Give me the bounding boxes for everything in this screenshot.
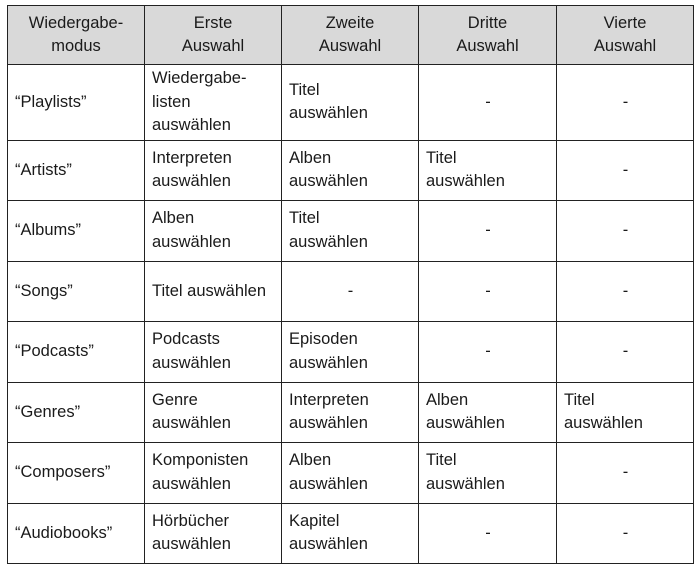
table-cell: Titel auswählen [419,140,557,201]
table-cell: “Playlists” [8,65,145,141]
table-row [8,443,694,504]
table-cell: Komponisten auswählen [145,443,282,504]
header-playback-mode: Wiedergabe- modus [8,6,145,65]
table-cell: “Podcasts” [8,322,145,383]
table-row [8,382,694,443]
table-cell: - [557,201,694,262]
header-third-selection: Dritte Auswahl [419,6,557,65]
table-cell: “Composers” [8,443,145,504]
table-cell: Genre auswählen [145,382,282,443]
table-cell: Alben auswählen [419,382,557,443]
table-cell: - [419,503,557,564]
table-row [8,65,694,141]
table-cell: - [557,261,694,322]
table-row [8,503,694,564]
table-cell: - [557,443,694,504]
table-cell: Wiedergabe- listen auswählen [145,65,282,141]
table-cell: - [557,65,694,141]
table-cell: “Genres” [8,382,145,443]
header-fourth-selection: Vierte Auswahl [557,6,694,65]
table-cell: - [419,261,557,322]
table-cell: - [419,65,557,141]
table-cell: Alben auswählen [282,140,419,201]
table-cell: “Songs” [8,261,145,322]
table-cell: Titel auswählen [557,382,694,443]
table-row [8,261,694,322]
table-cell: Episoden auswählen [282,322,419,383]
table-row [8,322,694,383]
table-cell: “Artists” [8,140,145,201]
table-cell: Titel auswählen [145,261,282,322]
table-cell: - [557,503,694,564]
table-cell: Alben auswählen [145,201,282,262]
table-cell: Podcasts auswählen [145,322,282,383]
playback-mode-table [7,5,694,564]
table-cell: Alben auswählen [282,443,419,504]
table-cell: - [282,261,419,322]
table-cell: - [419,201,557,262]
header-row [8,6,694,65]
table-cell: Titel auswählen [282,201,419,262]
table-cell: Kapitel auswählen [282,503,419,564]
header-first-selection: Erste Auswahl [145,6,282,65]
table-cell: “Albums” [8,201,145,262]
table-cell: Titel auswählen [282,65,419,141]
table-cell: Hörbücher auswählen [145,503,282,564]
table-cell: Interpreten auswählen [282,382,419,443]
table-cell: “Audiobooks” [8,503,145,564]
table-cell: Interpreten auswählen [145,140,282,201]
table-cell: Titel auswählen [419,443,557,504]
table-header [8,6,694,65]
header-second-selection: Zweite Auswahl [282,6,419,65]
table-row [8,201,694,262]
table-row [8,140,694,201]
table-cell: - [419,322,557,383]
table-body [8,65,694,564]
table-cell: - [557,322,694,383]
table-cell: - [557,140,694,201]
